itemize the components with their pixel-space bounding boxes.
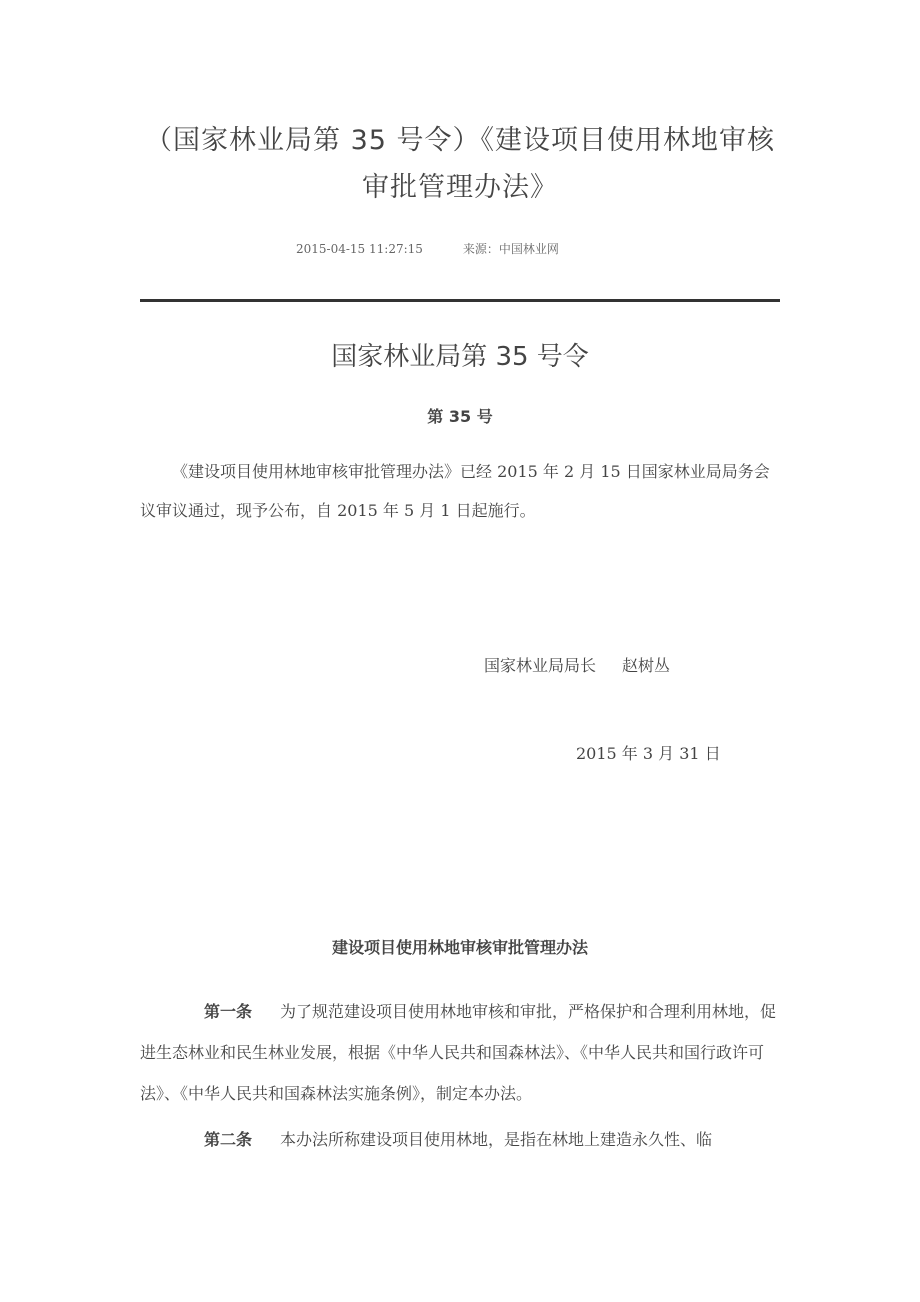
signature-date: 2015 年 3 月 31 日: [576, 744, 721, 763]
signature-block: [484, 653, 670, 676]
article-2: [140, 1119, 780, 1160]
article-2-text: 本办法所称建设项目使用林地，是指在林地上建造永久性、临: [280, 1130, 713, 1149]
article-1: [140, 991, 780, 1114]
article-2-label: 第二条: [204, 1130, 253, 1149]
promulgation-paragraph: 《建设项目使用林地审核审批管理办法》已经 2015 年 2 月 15 日国家林业局局务会议审议通过，现予公布，自 2015 年 5 月 1 日起施行。: [140, 462, 770, 520]
article-meta: [296, 240, 559, 257]
header-divider: [140, 299, 780, 302]
publish-datetime: 2015-04-15 11:27:15: [296, 242, 423, 256]
document-title-line-1: （国家林业局第 35 号令）《建设项目使用林地审核: [144, 125, 776, 156]
order-title: 国家林业局第 35 号令: [331, 342, 589, 372]
signer-name: 赵树丛: [622, 656, 671, 675]
article-source: 来源：中国林业网: [462, 242, 559, 256]
order-number: 第 35 号: [427, 407, 493, 426]
measures-title: 建设项目使用林地审核审批管理办法: [331, 938, 588, 957]
article-1-label: 第一条: [204, 1002, 253, 1021]
document-title-line-2: 审批管理办法》: [362, 172, 558, 203]
signer-title: 国家林业局局长: [484, 656, 597, 675]
article-1-text: 为了规范建设项目使用林地审核和审批，严格保护和合理利用林地，促进生态林业和民生林业发展，根据《中华人民共和国森林法》、《中华人民共和国行政许可法》、《中华人民共和国森林法实施条例》，制定本办法。: [140, 1002, 777, 1103]
